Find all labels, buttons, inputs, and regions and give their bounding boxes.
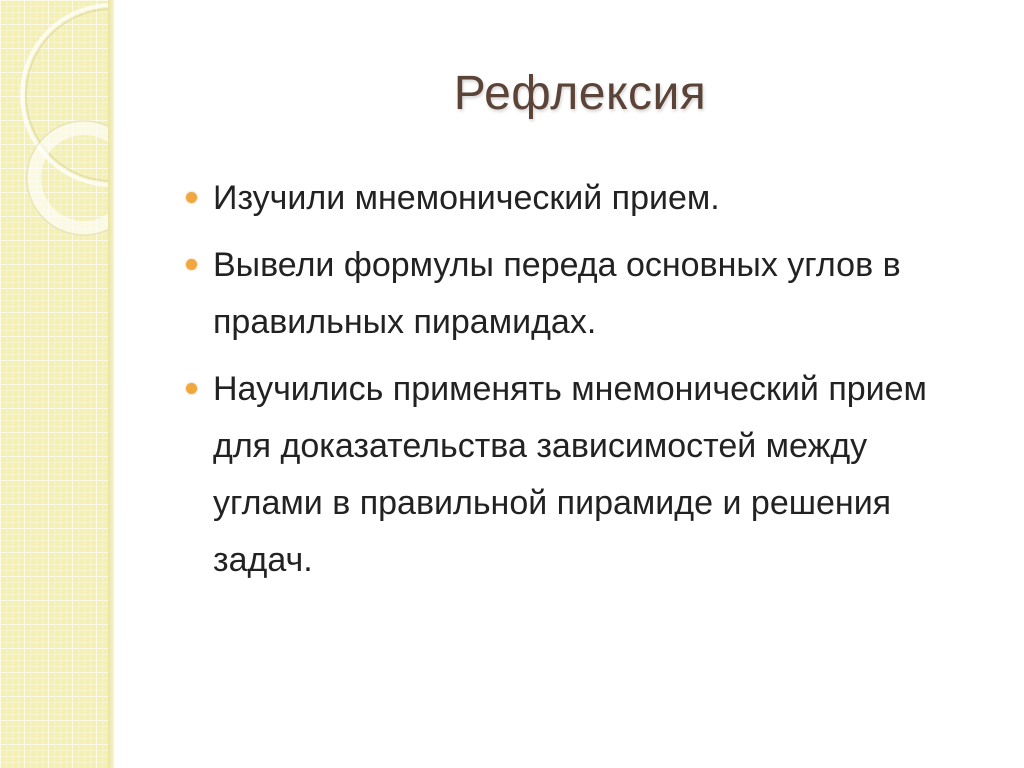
bullet-item — [186, 170, 986, 227]
bullet-dot-icon — [186, 259, 197, 270]
bullet-item — [186, 237, 986, 351]
decorative-side-band — [0, 0, 112, 768]
bullet-text: Научились применять мнемонический прием для доказательства зависимостей между углами в правильной пирамиде и решения задач. — [213, 370, 927, 579]
bullet-dot-icon — [186, 383, 197, 394]
bullet-dot-icon — [186, 192, 197, 203]
bullet-list — [186, 170, 986, 599]
side-band-edge — [108, 0, 114, 768]
decorative-rings-graphic — [0, 0, 112, 260]
bullet-text: Изучили мнемонический прием. — [213, 179, 720, 217]
bullet-text: Вывели формулы переда основных углов в правильных пирамидах. — [213, 246, 901, 341]
slide-title: Рефлексия — [453, 67, 707, 120]
bullet-item — [186, 361, 986, 589]
